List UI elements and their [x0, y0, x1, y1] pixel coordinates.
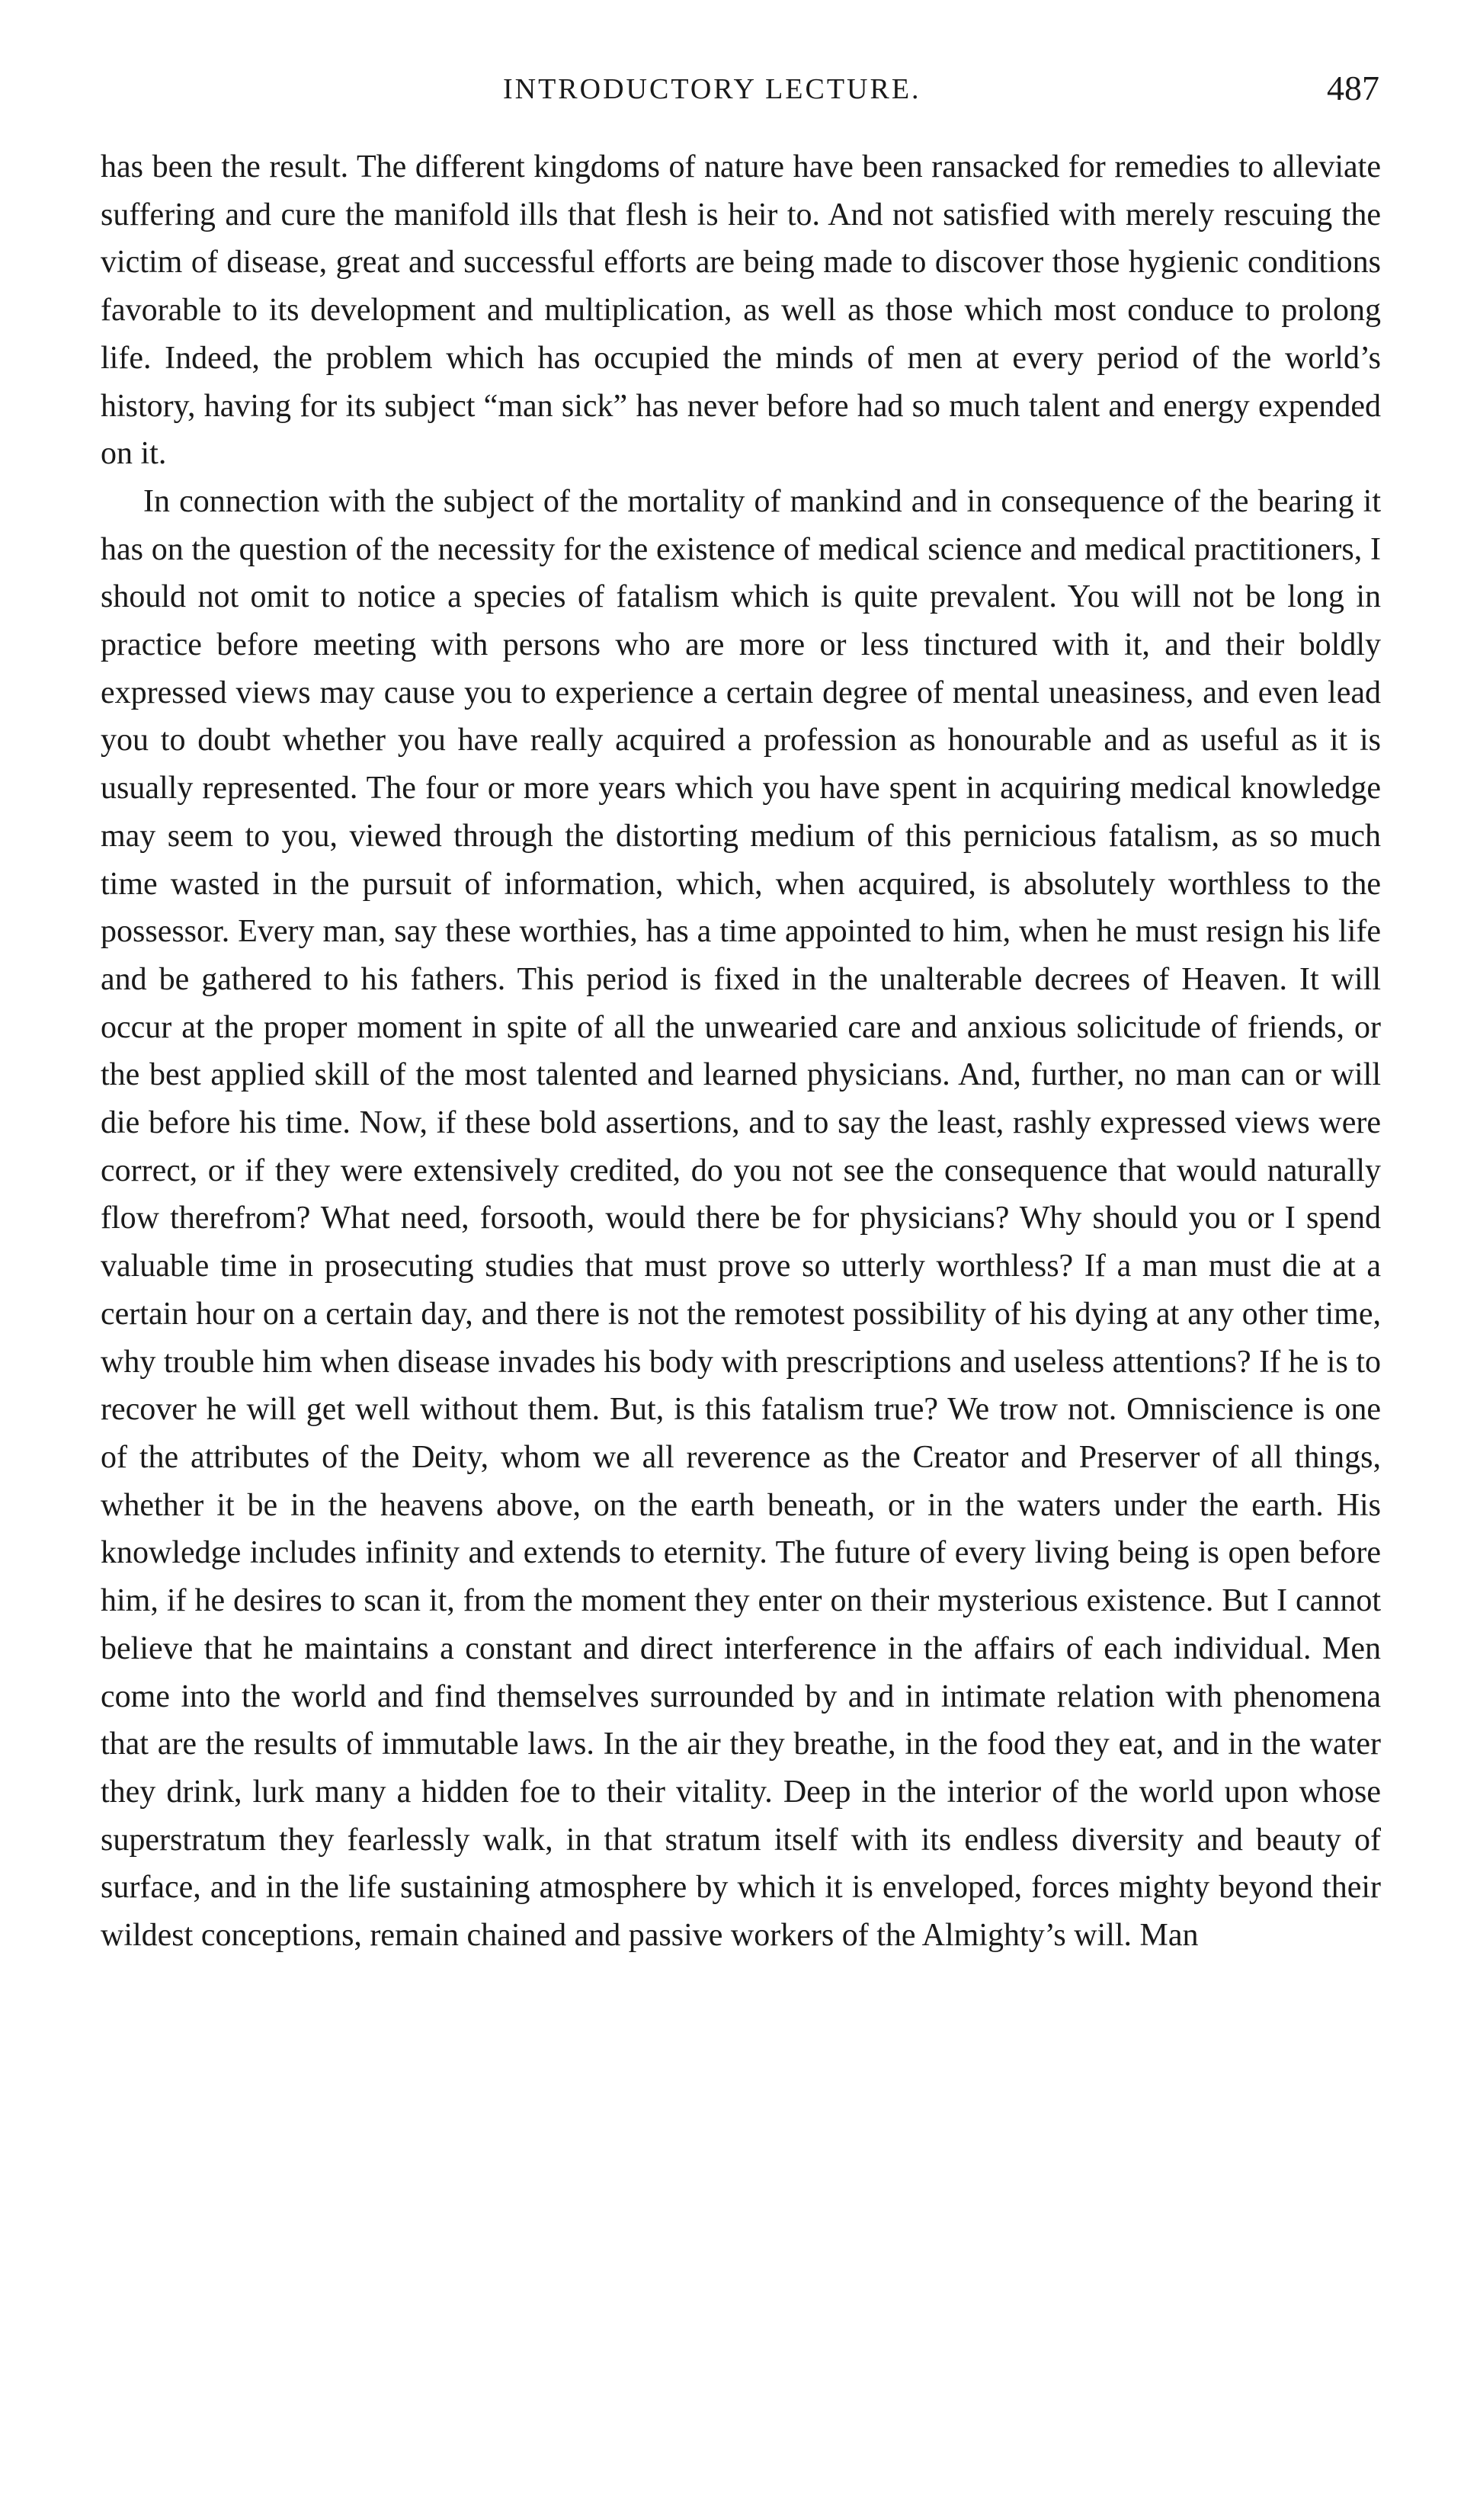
paragraph-1: has been the result. The different kingdoms of nature have been ransacked for remedies to alleviate suffering and cure the manifold ills that flesh is heir to. And not satisfied with merely rescuing the victim of disease, great and successful efforts are being made to discover those hygienic conditions favorable to its development and multiplication, as well as those which most conduce to prolong life. Indeed, the problem which has occupied the minds of men at every period of the world’s history, having for its subject “man sick” has never before had so much talent and energy expended on it.: [101, 149, 1381, 472]
paragraph-2: In connection with the subject of the mortality of mankind and in consequence of the bearing it has on the question of the necessity for the existence of medical science and medical practitioners, I should not omit to notice a species of fatalism which is quite prevalent. You will not be long in practice before meeting with persons who are more or less tinctured with it, and their boldly expressed views may cause you to experience a certain degree of mental uneasiness, and even lead you to doubt whether you have really acquired a profession as honourable and as useful as it is usually represented. The four or more years which you have spent in acquiring medical knowledge may seem to you, viewed through the distorting medium of this pernicious fatalism, as so much time wasted in the pursuit of information, which, when acquired, is absolutely worthless to the possessor. Every man, say these worthies, has a time appointed to him, when he must resign his life and be gathered to his fathers. This period is fixed in the unalterable decrees of Heaven. It will occur at the proper moment in spite of all the unwearied care and anxious solicitude of friends, or the best applied skill of the most talented and learned physicians. And, further, no man can or will die before his time. Now, if these bold assertions, and to say the least, rashly expressed views were correct, or if they were extensively credited, do you not see the consequence that would naturally flow therefrom? What need, forsooth, would there be for physicians? Why should you or I spend valuable time in prosecuting studies that must prove so utterly worthless? If a man must die at a certain hour on a certain day, and there is not the remotest possibility of his dying at any other time, why trouble him when disease invades his body with prescriptions and useless attentions? If he is to recover he will get well without them. But, is this fatalism true? We trow not. Omniscience is one of the attributes of the Deity, whom we all reverence as the Creator and Preserver of all things, whether it be in the heavens above, on the earth beneath, or in the waters under the earth. His knowledge includes infinity and extends to eternity. The future of every living being is open before him, if he desires to scan it, from the moment they enter on their mysterious existence. But I cannot believe that he maintains a constant and direct interference in the affairs of each individual. Men come into the world and find themselves surrounded by and in intimate relation with phenomena that are the results of immutable laws. In the air they breathe, in the food they eat, and in the water they drink, lurk many a hidden foe to their vitality. Deep in the interior of the world upon whose superstratum they fearlessly walk, in that stratum itself with its endless diversity and beauty of surface, and in the life sustaining atmosphere by which it is enveloped, forces mighty beyond their wildest conceptions, remain chained and passive workers of the Almighty’s will. Man: [101, 483, 1381, 1954]
body-text: [101, 143, 1381, 1960]
page-number: 487: [1327, 69, 1379, 107]
page-header: [99, 69, 1387, 126]
running-head: INTRODUCTORY LECTURE.: [503, 73, 921, 105]
